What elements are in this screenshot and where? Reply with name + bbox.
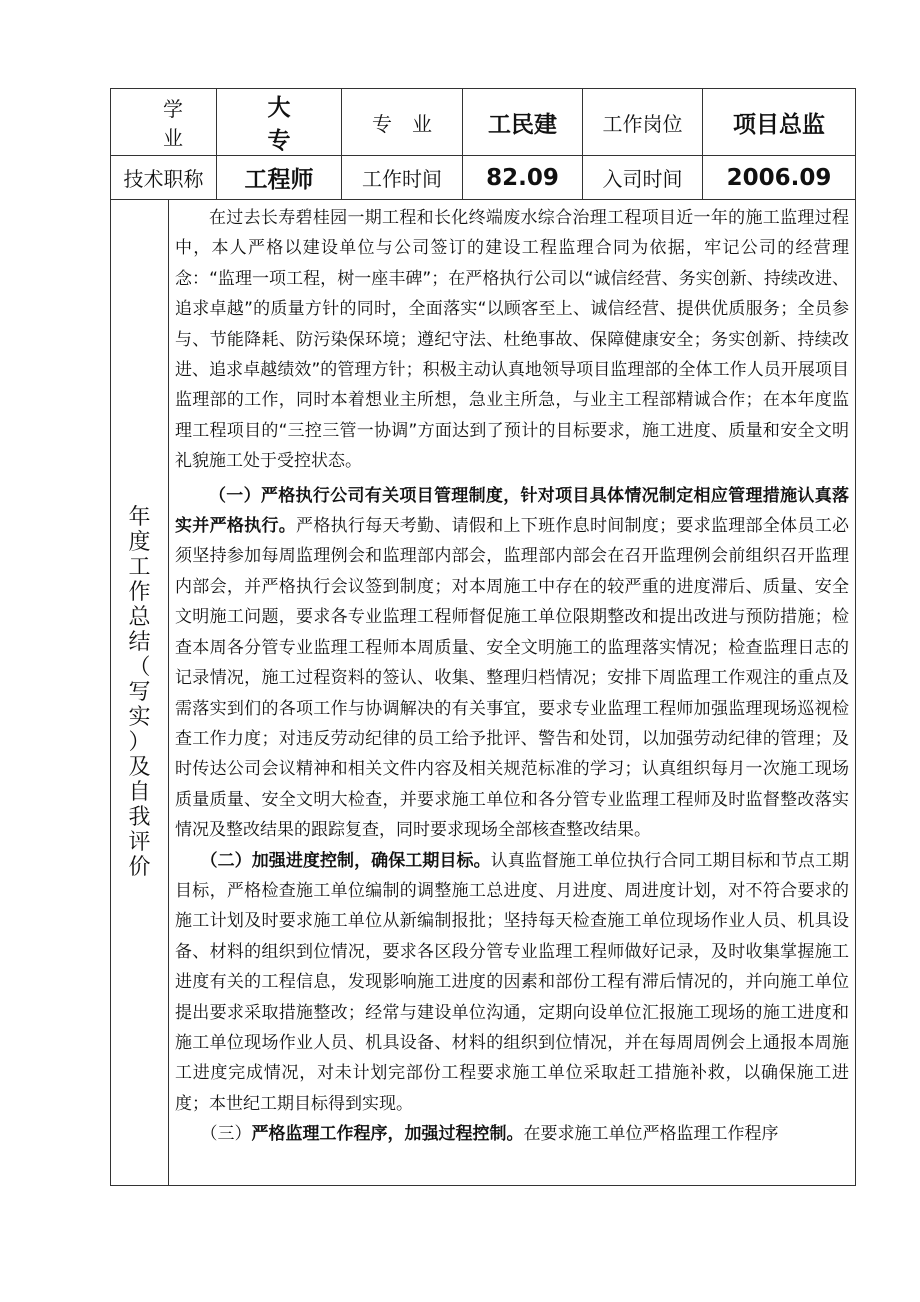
education-value: 大专 — [217, 89, 342, 156]
header-row-2 — [111, 156, 856, 200]
header-row-1 — [111, 89, 856, 156]
section-2-body: 认真监督施工单位执行合同工期目标和节点工期目标，严格检查施工单位编制的调整施工总进度、月进度、周进度计划，对不符合要求的施工计划及时要求施工单位从新编制报批；坚持每天检查施工单位现场作业人员、机具设备、材料的组织到位情况，要求各区段分管专业监理工程师做好记录，及时收集掌握施工进度有关的工程信息，发现影响施工进度的因素和部份工程有滞后情况的，并向施工单位提出要求采取措施整改；经常与建设单位沟通，定期向设单位汇报施工现场的施工进度和施工单位现场作业人员、机具设备、材料的组织到位情况，并在每周周例会上通报本周施工进度完成情况，对未计划完部份工程要求施工单位采取赶工措施补救，以确保施工进度；本世纪工期目标得到实现。 — [175, 850, 850, 1114]
side-label-char: 价 — [128, 855, 151, 880]
section-2-paragraph — [175, 846, 849, 1120]
side-label-char: 度 — [128, 530, 151, 555]
side-label-char: 我 — [128, 805, 151, 830]
side-label-char: 作 — [128, 580, 151, 605]
side-label-char: ） — [128, 730, 151, 755]
side-label-char: 工 — [128, 555, 151, 580]
joindate-label: 入司时间 — [583, 156, 703, 200]
side-label-char: 年 — [128, 505, 151, 530]
side-label-char: 自 — [128, 780, 151, 805]
position-label: 工作岗位 — [583, 89, 703, 156]
summary-text — [169, 200, 855, 1150]
summary-row — [111, 200, 856, 1186]
side-label-char: （ — [128, 655, 151, 680]
summary-intro-paragraph: 在过去长寿碧桂园一期工程和长化终端废水综合治理工程项目近一年的施工监理过程中，本人严格以建设单位与公司签订的建设工程监理合同为依据，牢记公司的经营理念：“监理一项工程，树一座丰碑”；在严格执行公司以“诚信经营、务实创新、持续改进、追求卓越”的质量方针的同时，全面落实“以顾客至上、诚信经营、提供优质服务；全员参与、节能降耗、防污染保环境；遵纪守法、杜绝事故、保障健康安全；务实创新、持续改进、追求卓越绩效”的管理方针；积极主动认真地领导项目监理部的全体工作人员开展项目监理部的工作，同时本着想业主所想，急业主所急，与业主工程部精诚合作；在本年度监理工程项目的“三控三管一协调”方面达到了预计的目标要求，施工进度、质量和安全文明礼貌施工处于受控状态。 — [175, 208, 849, 472]
side-label-char: 总 — [128, 605, 151, 630]
title-label: 技术职称 — [111, 156, 217, 200]
section-3-paragraph — [175, 1119, 849, 1149]
section-3-heading: 严格监理工作程序，加强过程控制。 — [251, 1124, 524, 1145]
summary-side-label-cell — [111, 200, 169, 1186]
section-3-body: 在要求施工单位严格监理工作程序 — [523, 1124, 779, 1145]
title-value: 工程师 — [217, 156, 342, 200]
summary-side-label — [111, 505, 168, 880]
section-2-heading: （二）加强进度控制，确保工期目标。 — [200, 850, 491, 871]
side-label-char: 评 — [128, 830, 151, 855]
education-label: 学业 — [111, 89, 217, 156]
side-label-char: 实 — [128, 705, 151, 730]
section-1-paragraph — [175, 481, 849, 846]
section-3-prefix: （三） — [200, 1124, 252, 1145]
side-label-char: 及 — [128, 755, 151, 780]
joindate-value: 2006.09 — [703, 156, 856, 200]
summary-content-cell — [169, 200, 856, 1186]
side-label-char: 结 — [128, 630, 151, 655]
section-1-body: 严格执行每天考勤、请假和上下班作息时间制度；要求监理部全体员工必须坚持参加每周监理例会和监理部内部会，监理部内部会在召开监理例会前组织召开监理内部会，并严格执行会议签到制度；对本周施工中存在的较严重的进度滞后、质量、安全文明施工问题，要求各专业监理工程师督促施工单位限期整改和提出改进与预防措施；检查本周各分管专业监理工程师本周质量、安全文明施工的监理落实情况；检查监理日志的记录情况，施工过程资料的签认、收集、整理归档情况；安排下周监理工作观注的重点及需落实到们的各项工作与协调解决的有关事宜，要求专业监理工程师加强监理现场巡视检查工作力度；对违反劳动纪律的员工给予批评、警告和处罚，以加强劳动纪律的管理；及时传达公司会议精神和相关文件内容及相关规范标准的学习；认真组织每月一次施工现场质量质量、安全文明大检查，并要求施工单位和各分管专业监理工程师及时监督整改落实情况及整改结果的跟踪复查，同时要求现场全部核查整改结果。 — [175, 516, 850, 841]
position-value: 项目总监 — [703, 89, 856, 156]
major-value: 工民建 — [463, 89, 583, 156]
appraisal-form-table — [110, 88, 856, 1186]
side-label-char: 写 — [128, 680, 151, 705]
major-label: 专业 — [342, 89, 463, 156]
worktime-value: 82.09 — [463, 156, 583, 200]
worktime-label: 工作时间 — [342, 156, 463, 200]
section-1-heading: （一）严格执行公司有关项目管理制度，针对项目具体情况制定相应管理措施认真落实并严格执行。 — [175, 485, 849, 537]
